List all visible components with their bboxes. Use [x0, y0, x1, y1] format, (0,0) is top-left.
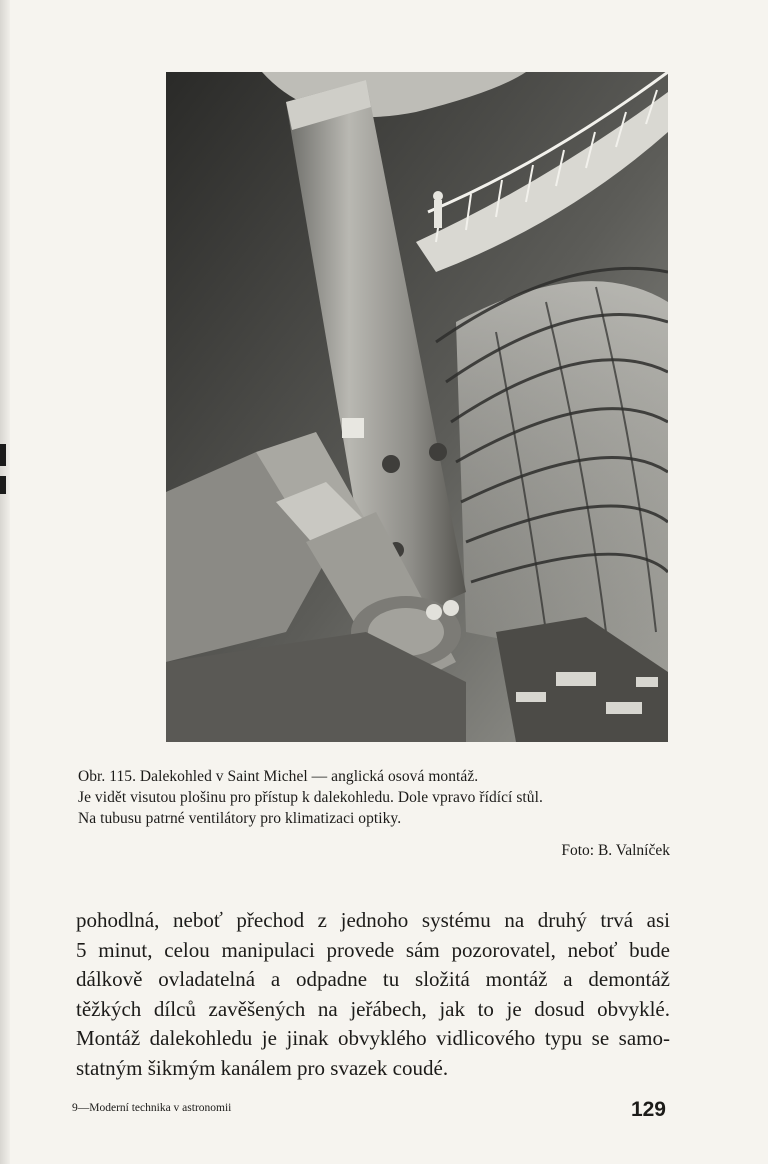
photo-credit: Foto: B. Valníček — [561, 842, 670, 859]
body-line: Montáž dalekohledu je jinak obvyklého vidlicového typu se samo- — [76, 1026, 670, 1050]
page-edge — [0, 0, 10, 1164]
caption-line: Na tubusu patrné ventilátory pro klimatizaci optiky. — [78, 810, 402, 827]
figure-caption — [78, 766, 672, 829]
edge-mark — [0, 444, 6, 466]
running-title: 9—Moderní technika v astronomii — [72, 1102, 232, 1114]
body-line: dálkově ovladatelná a odpadne tu složitá montáž a demontáž — [76, 967, 670, 991]
body-paragraph — [76, 906, 670, 1083]
caption-line: Je vidět visutou plošinu pro přístup k dalekohledu. Dole vpravo řídící stůl. — [78, 789, 543, 806]
telescope-photo — [166, 72, 668, 742]
page-number: 129 — [630, 1098, 666, 1121]
body-line: statným šikmým kanálem pro svazek coudé. — [76, 1055, 449, 1080]
body-line: 5 minut, celou manipulaci provede sám pozorovatel, neboť bude — [76, 937, 670, 962]
edge-mark — [0, 476, 6, 494]
caption-line: Obr. 115. Dalekohled v Saint Michel — anglická osová montáž. — [78, 768, 479, 785]
body-line: těžkých dílců zavěšených na jeřábech, jak to je dosud obvyklé. — [76, 996, 670, 1021]
body-line: pohodlná, neboť přechod z jednoho systému na druhý trvá asi — [76, 908, 670, 932]
